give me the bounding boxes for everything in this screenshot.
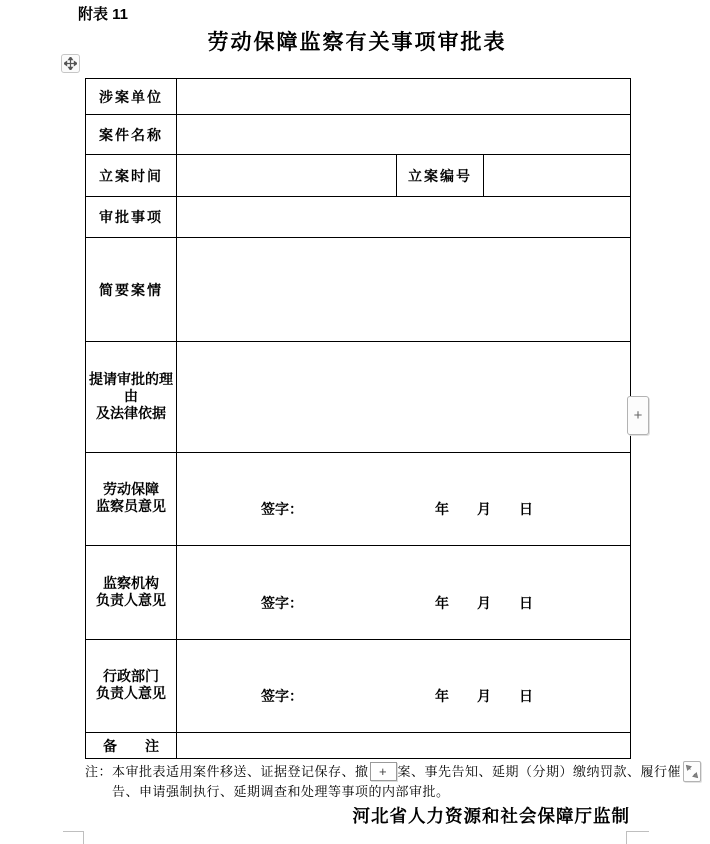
signature-label: 签字： [261, 597, 303, 612]
signature-line [177, 593, 630, 611]
label-agency-head-opinion [86, 546, 177, 640]
inline-add-button[interactable]: + [370, 762, 397, 781]
page-title: 劳动保障监察有关事项审批表 [207, 31, 507, 54]
table-row [86, 79, 631, 115]
field-approval-reason[interactable] [177, 342, 631, 453]
table-resize-handle[interactable] [683, 761, 701, 782]
field-brief-case[interactable] [177, 238, 631, 342]
field-filing-number[interactable] [484, 155, 631, 197]
table-row [86, 197, 631, 238]
label-line: 监察机构 [103, 576, 159, 592]
label-filing-number: 立案编号 [397, 155, 484, 197]
label-line: 提请审批的理由 [89, 372, 173, 405]
label-approval-item: 审批事项 [86, 197, 177, 238]
label-remarks: 备 注 [86, 733, 177, 759]
approval-form-table [85, 78, 631, 759]
footnote-text-a: 本审批表适用案件移送、证据登记保存、撤 [112, 763, 369, 779]
issuing-authority: 河北省人力资源和社会保障厅监制 [352, 806, 630, 826]
label-brief-case: 简要案情 [86, 238, 177, 342]
table-row [86, 342, 631, 453]
diagonal-resize-icon [684, 762, 700, 781]
field-filing-time[interactable] [177, 155, 397, 197]
signature-line [177, 499, 630, 517]
footnote-line-2: 告、申请强制执行、延期调查和处理等事项的内部审批。 [112, 784, 450, 799]
label-supervisor-opinion [86, 453, 177, 546]
label-line: 负责人意见 [96, 687, 166, 702]
label-admin-dept-opinion [86, 640, 177, 733]
table-row [86, 733, 631, 759]
label-line: 监察员意见 [96, 500, 166, 515]
date-placeholder: 年 月 日 [435, 503, 533, 518]
table-row [86, 115, 631, 155]
footnote-line-1 [85, 761, 685, 782]
date-placeholder: 年 月 日 [435, 597, 533, 612]
field-admin-dept-opinion[interactable] [177, 640, 631, 733]
field-agency-head-opinion[interactable] [177, 546, 631, 640]
signature-label: 签字： [261, 503, 303, 518]
label-involved-unit: 涉案单位 [86, 79, 177, 115]
label-filing-time: 立案时间 [86, 155, 177, 197]
label-case-name: 案件名称 [86, 115, 177, 155]
field-case-name[interactable] [177, 115, 631, 155]
label-approval-reason [86, 342, 177, 453]
field-involved-unit[interactable] [177, 79, 631, 115]
footnote-text-b: 案、事先告知、延期（分期）缴纳罚款、履行催 [397, 763, 682, 779]
footnote [85, 761, 685, 802]
field-approval-item[interactable] [177, 197, 631, 238]
signature-line [177, 686, 630, 704]
label-line: 行政部门 [103, 670, 159, 685]
signature-label: 签字： [261, 690, 303, 705]
label-line: 负责人意见 [96, 593, 166, 609]
field-supervisor-opinion[interactable] [177, 453, 631, 546]
table-row [86, 155, 631, 197]
label-line: 及法律依据 [96, 406, 166, 422]
table-row [86, 546, 631, 640]
side-add-button[interactable]: + [627, 396, 649, 435]
table-move-handle[interactable] [61, 54, 80, 73]
move-cross-icon [64, 57, 77, 70]
table-row [86, 238, 631, 342]
table-row [86, 453, 631, 546]
date-placeholder: 年 月 日 [435, 690, 533, 705]
label-line: 劳动保障 [103, 483, 159, 498]
appendix-tag: 附表 11 [78, 6, 129, 23]
footnote-prefix: 注： [85, 763, 113, 779]
field-remarks[interactable] [177, 733, 631, 759]
table-row [86, 640, 631, 733]
